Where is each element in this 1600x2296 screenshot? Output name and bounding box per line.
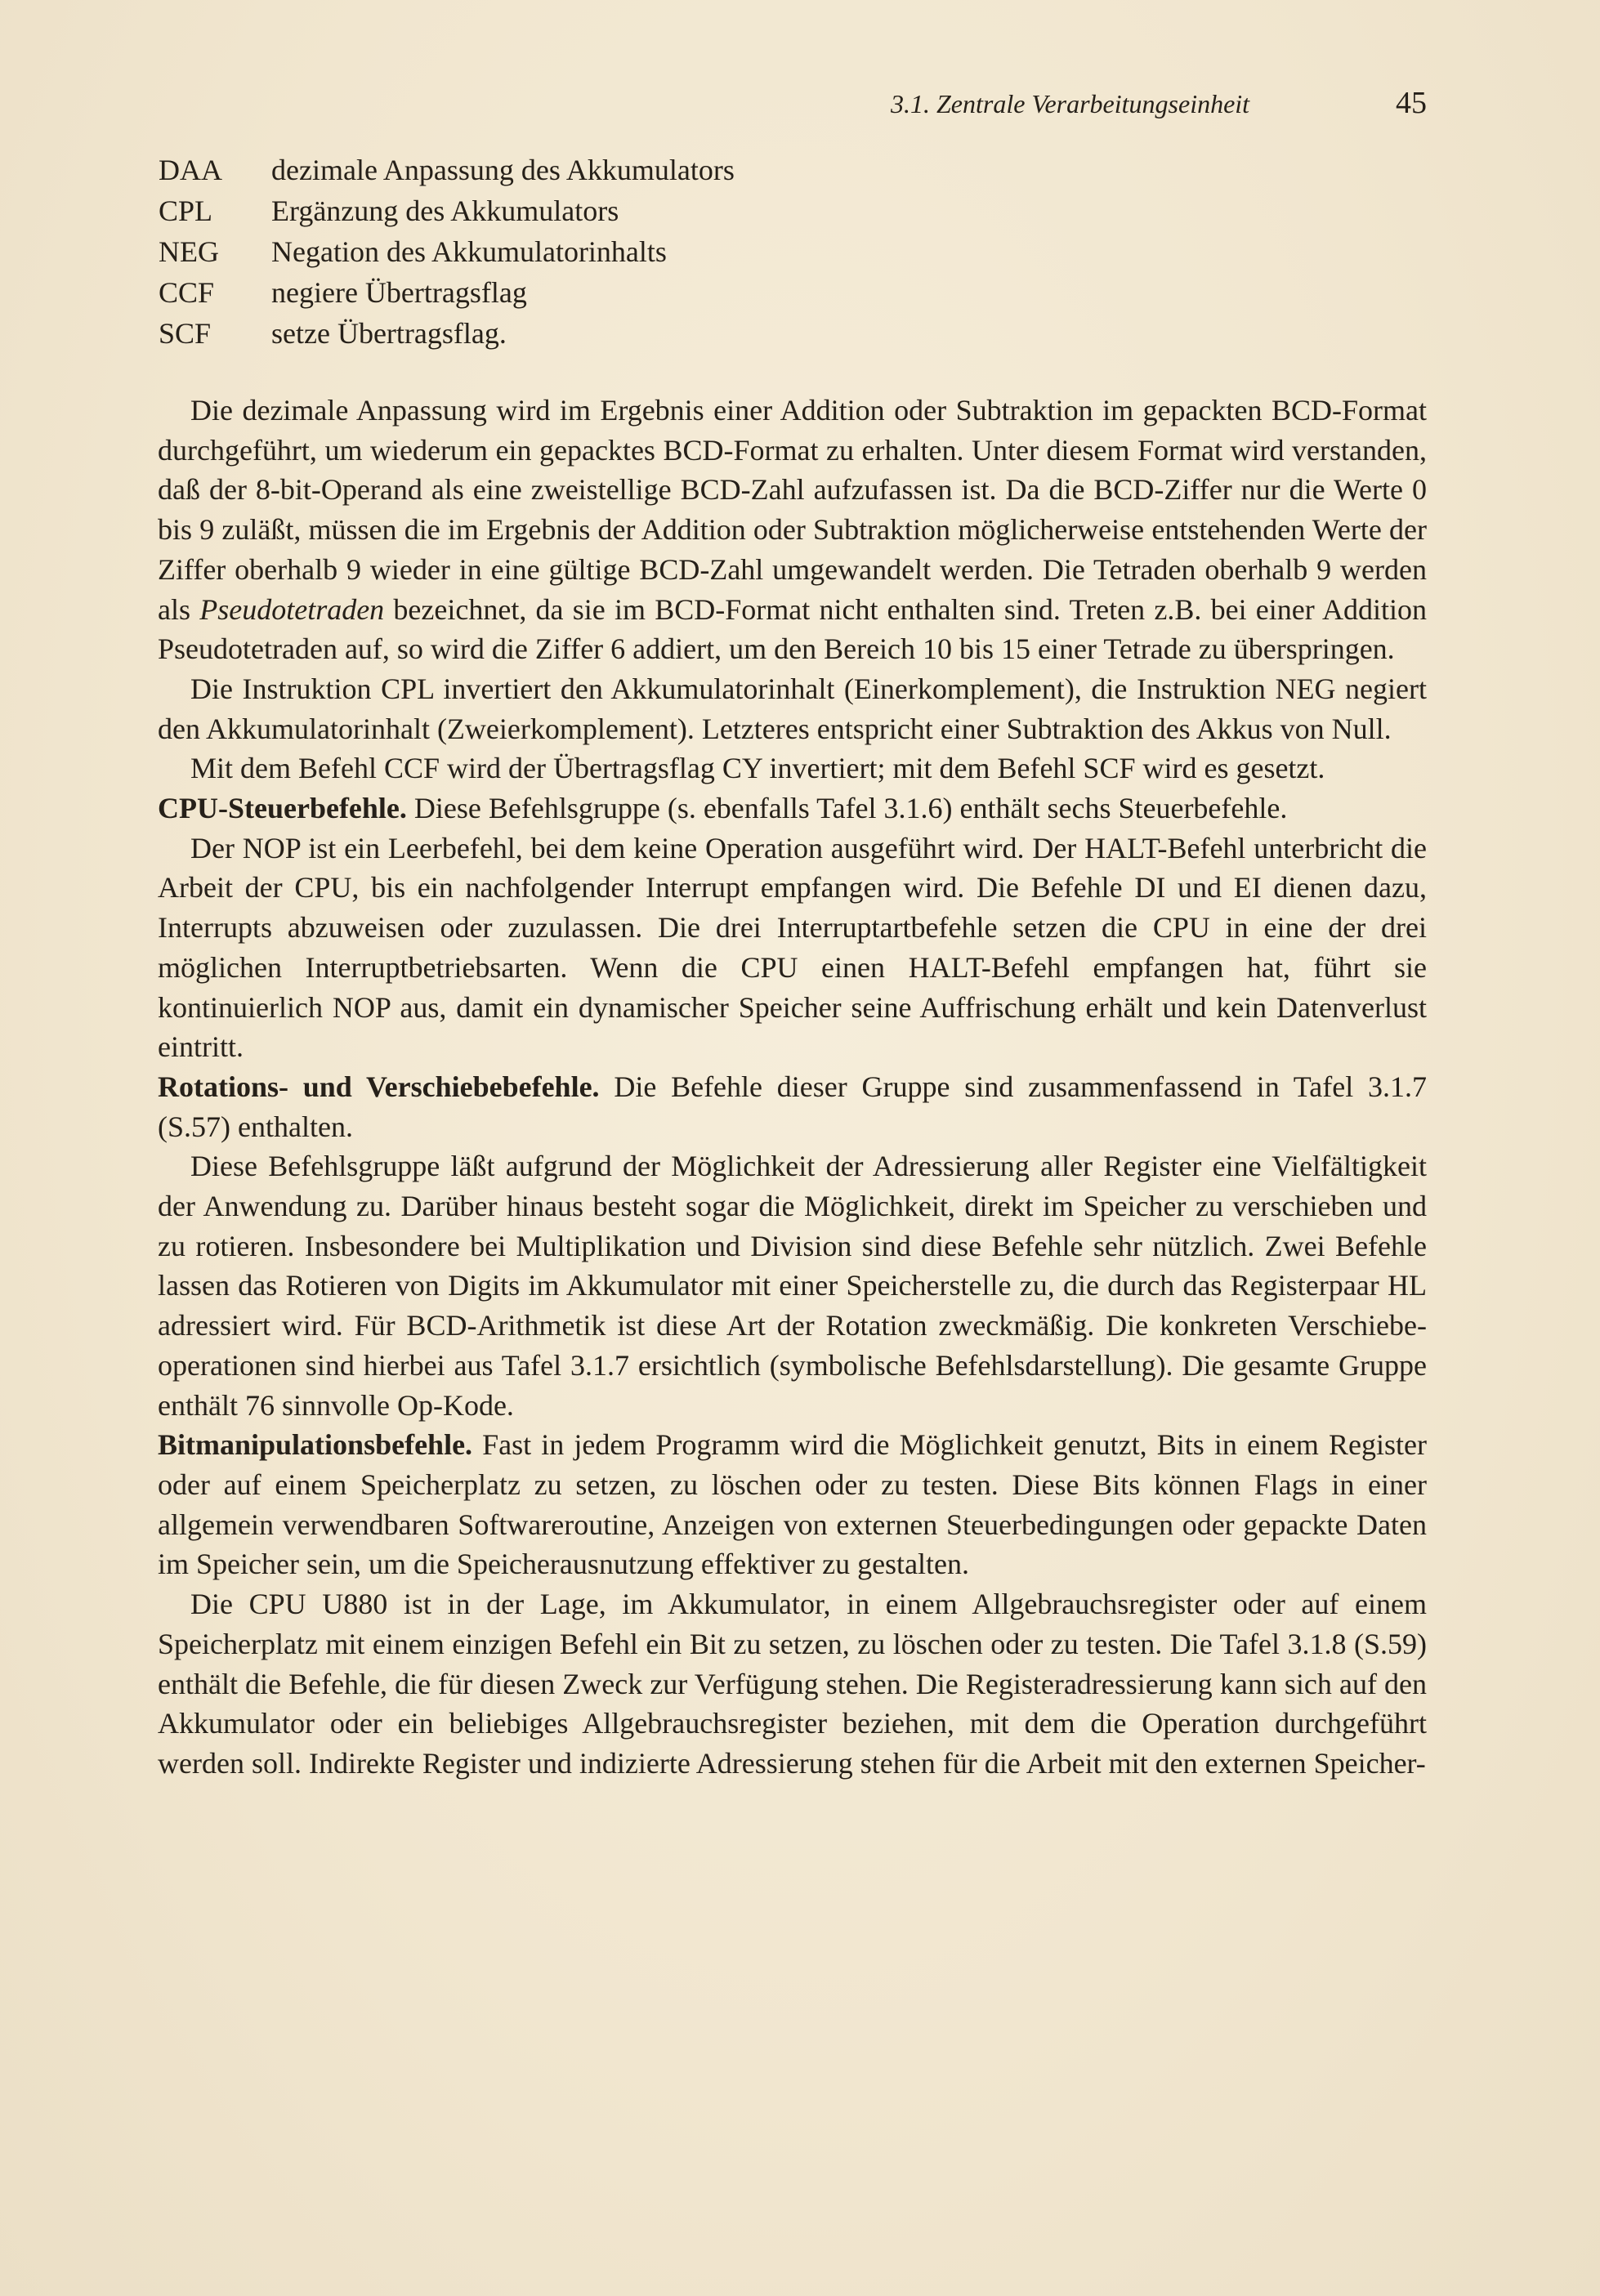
paragraph-bit-manipulation <box>158 1425 1427 1584</box>
paragraph-daa <box>158 391 1427 669</box>
paragraph-u880: Die CPU U880 ist in der Lage, im Akkumulator, in einem Allgebrauchsregister oder auf einem Speicherplatz mit einem einzigen Befehl ein Bit zu setzen, zu löschen oder zu testen. Die Tafel 3.1.8 (S.59) enthält die Befehle, die für diesen Zweck zur Verfügung stehen. Die Registeradressierung kann sich auf den Akkumulator oder ein beliebiges Allgebrauchsregister beziehen, mit dem die Operation durchgeführt werden soll. Indirekte Register und indizierte Adressierung stehen für die Arbeit mit den externen Speicher- <box>158 1588 1427 1780</box>
abbreviation-code: NEG <box>159 235 219 268</box>
abbreviation-text: dezimale Anpassung des Akkumulators <box>271 154 735 186</box>
abbreviation-text: setze Übertragsflag. <box>271 317 507 350</box>
paragraph-text: Die dezimale Anpassung wird im Ergebnis einer Addition oder Subtraktion im gepackten BCD-Format durchgeführt, um wiederum ein gepacktes BCD-Format zu erhalten. Unter diesem Format wird verstanden, daß der 8-bit-Operand als eine zweistellige BCD-Zahl aufzufassen ist. Da die BCD-Ziffer nur die Werte 0 bis 9 zuläßt, müssen die im Ergebnis der Addition oder Subtraktion möglicherweise entstehenden Werte der Ziffer oberhalb 9 wieder in eine gültige BCD-Zahl umgewandelt werden. Die Tetraden oberhalb 9 werden als <box>158 394 1427 626</box>
term-pseudotetraden: Pseudotetraden <box>199 592 385 626</box>
abbreviation-code: SCF <box>159 317 212 350</box>
paragraph-rotation <box>158 1067 1427 1146</box>
page-number: 45 <box>1396 86 1427 120</box>
abbreviation-code: DAA <box>159 154 222 186</box>
abbreviation-item <box>159 272 735 313</box>
running-head <box>891 85 1427 121</box>
running-title: 3.1. Zentrale Verarbeitungseinheit <box>891 89 1250 118</box>
abbreviation-item <box>159 150 735 190</box>
paragraph-cpu-control <box>158 788 1427 829</box>
paragraph-text: Fast in jedem Programm wird die Möglichkeit genutzt, Bits in einem Register oder auf einem Speicherplatz zu setzen, zu löschen oder zu testen. Diese Bits können Flags in einer allgemein verwendbaren Softwareroutine, Anzeigen von externen Steuerbedingungen oder gepackte Daten im Speicher sein, um die Speicherausnutzung effektiver zu gestalten. <box>158 1428 1427 1581</box>
abbreviation-list <box>159 150 735 354</box>
section-heading: Bitmanipulationsbefehle. <box>158 1428 473 1462</box>
paragraph-text: Diese Befehlsgruppe (s. ebenfalls Tafel 3.1.6) enthält sechs Steuerbefehle. <box>406 792 1288 825</box>
paragraph-ccf-scf: Mit dem Befehl CCF wird der Übertragsflag CY invertiert; mit dem Befehl SCF wird es gesetzt. <box>190 752 1325 785</box>
abbreviation-code: CPL <box>159 194 213 227</box>
abbreviation-text: Ergänzung des Akkumulators <box>271 194 619 227</box>
section-heading: CPU-Steuerbefehle. <box>158 792 407 825</box>
paragraph-text: Die Befehle dieser Gruppe sind zusammenfassend in Tafel 3.1.7 (S.57) enthalten. <box>158 1070 1427 1143</box>
paragraph-cpl-neg: Die Instruktion CPL invertiert den Akkumulatorinhalt (Einerkomplement), die Instruktion NEG negiert den Akkumulatorinhalt (Zweierkomplement). Letzteres entspricht einer Subtraktion des Akkus von Null. <box>158 672 1427 745</box>
paragraph-nop-halt: Der NOP ist ein Leerbefehl, bei dem keine Operation ausgeführt wird. Der HALT-Befehl unterbricht die Arbeit der CPU, bis ein nachfolgender Interrupt empfangen wird. Die Befehle DI und EI dienen dazu, Interrupts abzuweisen oder zuzulassen. Die drei Interruptartbefehle setzen die CPU in eine der drei möglichen Interruptbetriebsarten. Wenn die CPU einen HALT-Befehl empfangen hat, führt sie kontinuierlich NOP aus, damit ein dynamischer Speicher seine Auffrischung erhält und kein Datenverlust eintritt. <box>158 831 1427 1064</box>
abbreviation-code: CCF <box>159 276 215 309</box>
paragraph-rotation-details: Diese Befehlsgruppe läßt aufgrund der Möglichkeit der Adressierung aller Register eine Vielfältigkeit der Anwendung zu. Darüber hinaus besteht sogar die Möglichkeit, direkt im Speicher zu verschieben und zu rotieren. Insbesondere bei Multiplikation und Division sind diese Befehle sehr nützlich. Zwei Befehle lassen das Rotieren von Digits im Akkumulator mit einer Speicherstelle zu, die durch das Registerpaar HL adressiert wird. Für BCD-Arithmetik ist diese Art der Rotation zweckmäßig. Die konkreten Verschiebeoperationen sind hierbei aus Tafel 3.1.7 ersichtlich (symbolische Befehlsdarstellung). Die gesamte Gruppe enthält 76 sinnvolle Op-Kode. <box>158 1150 1427 1422</box>
abbreviation-item <box>159 190 735 231</box>
abbreviation-item <box>159 231 735 272</box>
abbreviation-item <box>159 313 735 354</box>
abbreviation-text: Negation des Akkumulatorinhalts <box>271 235 667 268</box>
section-heading: Rotations- und Verschiebebefehle. <box>158 1070 600 1103</box>
paragraph-text: bezeichnet, da sie im BCD-Format nicht enthalten sind. Treten z.B. bei einer Addition Pseudotetraden auf, so wird die Ziffer 6 addiert, um den Bereich 10 bis 15 einer Tetrade zu überspringen. <box>158 592 1427 666</box>
body-text <box>158 391 1427 1784</box>
abbreviation-text: negiere Übertragsflag <box>271 276 527 309</box>
